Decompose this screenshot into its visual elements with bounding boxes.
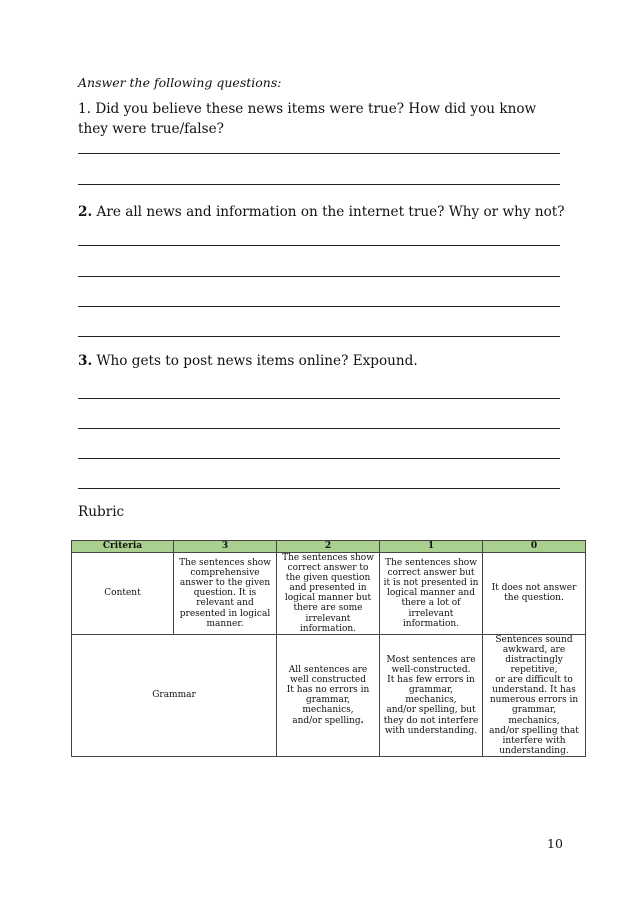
instruction-text: Answer the following questions:	[78, 75, 282, 90]
answer-line[interactable]	[78, 488, 560, 489]
criteria-cell: Content	[72, 553, 174, 635]
question-2	[78, 202, 568, 222]
header-score-1: 1	[380, 541, 483, 553]
header-score-0: 0	[483, 541, 586, 553]
rubric-table	[71, 540, 586, 757]
rubric-header-row	[72, 541, 586, 553]
question-2-text: Are all news and information on the internet true? Why or why not?	[96, 204, 565, 220]
question-3-text: Who gets to post news items online? Expound.	[96, 353, 418, 369]
question-3-number: 3.	[78, 353, 93, 369]
grammar-score-2-line: It has no errors in grammar,	[286, 685, 370, 706]
grammar-score-0-line: Sentences sound awkward, are distractingly repetitive,	[495, 634, 573, 676]
header-score-2: 2	[277, 541, 380, 553]
grammar-score-2-period: .	[360, 715, 364, 726]
criteria-cell: Grammar	[72, 634, 277, 756]
grammar-score-0-line: and/or spelling that interfere with understanding.	[489, 725, 579, 756]
answer-line[interactable]	[78, 276, 560, 277]
grammar-score-1-line: Most sentences are well-constructed.	[386, 654, 476, 676]
question-1-text: Did you believe these news items were true? How did you know they were true/false?	[78, 101, 537, 137]
rubric-row-content	[72, 553, 586, 635]
grammar-score-2-line: and/or spelling	[292, 715, 361, 726]
answer-line[interactable]	[78, 306, 560, 307]
grammar-score-2-line: All sentences are well constructed	[288, 665, 368, 686]
grammar-score-2-line: mechanics,	[302, 705, 354, 716]
grammar-score-0	[483, 634, 586, 756]
content-score-2: The sentences show correct answer to the given question and presented in logical manner but there are some irrelevant information.	[277, 553, 380, 635]
rubric-heading: Rubric	[78, 504, 125, 520]
question-3	[78, 351, 568, 371]
content-score-0: It does not answer the question.	[483, 553, 586, 635]
content-score-3: The sentences show comprehensive answer to the given question. It is relevant and presented in logical manner.	[174, 553, 277, 635]
answer-line[interactable]	[78, 336, 560, 337]
header-criteria: Criteria	[72, 541, 174, 553]
answer-line[interactable]	[78, 458, 560, 459]
answer-line[interactable]	[78, 153, 560, 154]
question-2-number: 2.	[78, 204, 93, 220]
answer-line[interactable]	[78, 398, 560, 399]
answer-line[interactable]	[78, 245, 560, 246]
grammar-score-2	[277, 634, 380, 756]
question-1	[78, 99, 568, 139]
grammar-score-1-line: mechanics,	[405, 695, 457, 706]
grammar-score-0-line: or are difficult to understand. It has numerous errors in grammar,	[489, 675, 579, 716]
grammar-score-1-line: and/or spelling, but they do not interfere with understanding.	[383, 705, 479, 736]
header-score-3: 3	[174, 541, 277, 553]
content-score-1: The sentences show correct answer but it is not presented in logical manner and there a lot of irrelevant information.	[380, 553, 483, 635]
question-1-number: 1.	[78, 101, 91, 117]
answer-line[interactable]	[78, 184, 560, 185]
rubric-row-grammar	[72, 634, 586, 756]
grammar-score-1-line: It has few errors in grammar,	[387, 675, 475, 696]
page-number: 10	[547, 836, 563, 851]
grammar-score-1	[380, 634, 483, 756]
grammar-score-0-line: mechanics,	[508, 715, 560, 726]
answer-line[interactable]	[78, 428, 560, 429]
